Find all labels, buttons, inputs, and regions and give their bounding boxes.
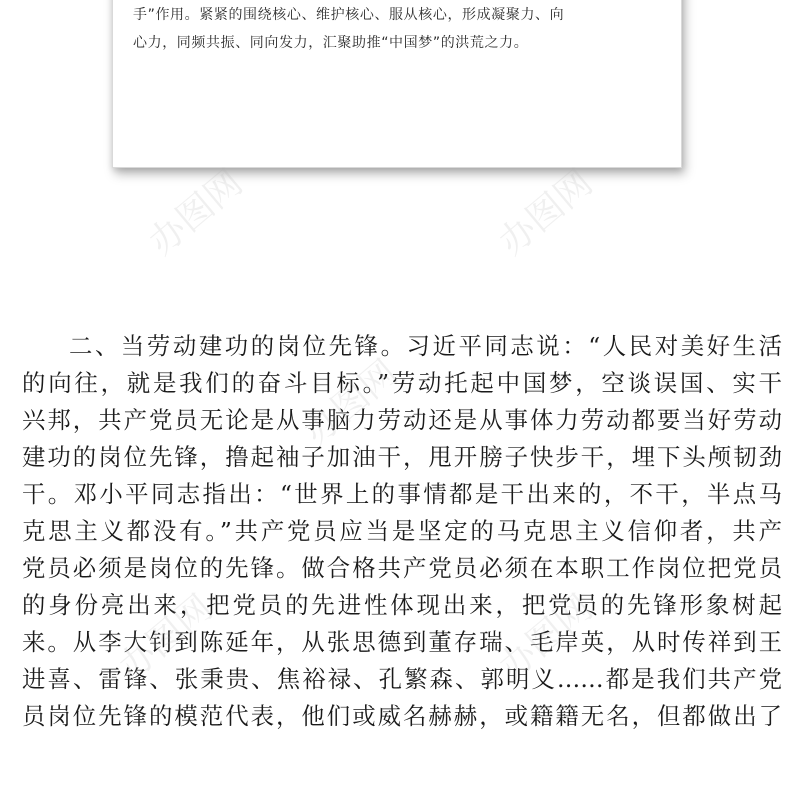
card-text-line: 心力，同频共振、同向发力，汇聚助推“中国梦”的洪荒之力。 <box>133 35 529 51</box>
watermark-text: 办图网 <box>111 587 221 689</box>
article-line: 进喜、雷锋、张秉贵、焦裕禄、孔繁森、郭明义……都是我们共产党 <box>22 665 782 693</box>
watermark-text: 办图网 <box>491 162 601 264</box>
card-text-block <box>133 1 663 57</box>
watermark-text: 办图网 <box>491 587 601 689</box>
article-line: 员岗位先锋的模范代表，他们或威名赫赫，或籍籍无名，但都做出了 <box>22 702 782 730</box>
article-line: 二、当劳动建功的岗位先锋。习近平同志说：“人民对美好生活 <box>69 332 782 360</box>
article-paragraph <box>22 328 782 735</box>
card-text-line: 手”作用。紧紧的围绕核心、维护核心、服从核心，形成凝聚力、向 <box>133 7 565 23</box>
article-line: 建功的岗位先锋，撸起袖子加油干，甩开膀子快步干，埋下头颅韧劲 <box>22 443 782 471</box>
watermark-text: 办图网 <box>296 352 406 454</box>
document-card <box>112 0 682 168</box>
article-line: 干。邓小平同志指出：“世界上的事情都是干出来的，不干，半点马 <box>22 480 782 508</box>
watermark-text: 办图网 <box>141 162 251 264</box>
article-line: 兴邦，共产党员无论是从事脑力劳动还是从事体力劳动都要当好劳动 <box>22 406 782 434</box>
article-line: 的向往，就是我们的奋斗目标。”劳动托起中国梦，空谈误国、实干 <box>22 369 782 397</box>
article-line: 的身份亮出来，把党员的先进性体现出来，把党员的先锋形象树起 <box>22 591 782 619</box>
article-line: 克思主义都没有。”共产党员应当是坚定的马克思主义信仰者，共产 <box>22 517 782 545</box>
article-line: 党员必须是岗位的先锋。做合格共产党员必须在本职工作岗位把党员 <box>22 554 782 582</box>
article-line: 来。从李大钊到陈延年，从张思德到董存瑞、毛岸英，从时传祥到王 <box>22 628 782 656</box>
